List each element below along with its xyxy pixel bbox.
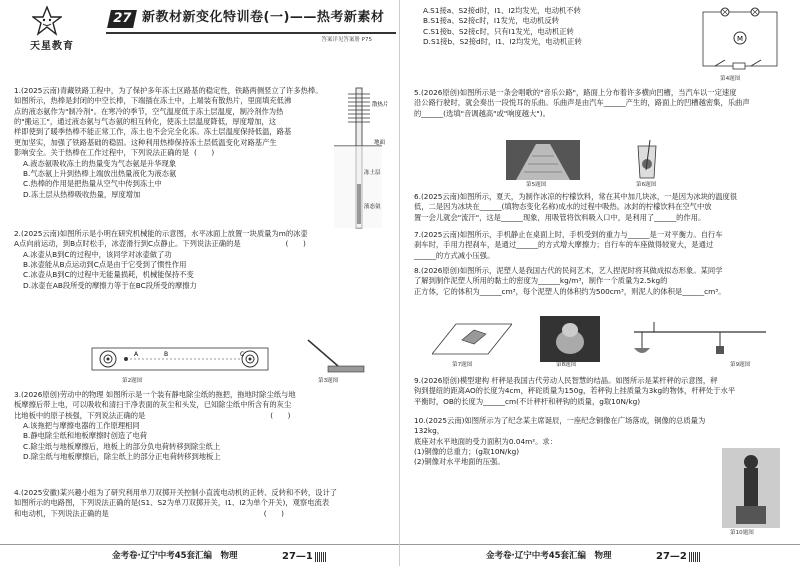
q2-line: 2.(2025云南)如图所示是小明在研究机械能的示意图，水平冰面上放置一块质量为m的冰壶 — [14, 229, 308, 238]
q1-option-b: B.气态氨上升到热棒上端放出热量液化为液态氨 — [23, 168, 177, 178]
phone-desk-figure — [432, 318, 512, 362]
q3-option-c: C.除尘纸与地板摩擦后，地板上的部分负电荷转移到除尘纸上 — [23, 441, 221, 451]
left-footer — [0, 544, 400, 566]
q9-line: 钩到提纽的距离AO的长度为4cm，秤砣质量为150g，若秤钩上挂质量为3kg的物体，杆秤处于水平 — [414, 386, 736, 396]
clay-figure-photo — [540, 316, 600, 362]
fig-point: A — [134, 351, 139, 358]
q3-option-a: A.该拖把与摩擦电器的工作原理相同 — [23, 421, 140, 431]
q7-line: 刹车时，手用力捏刹车，是通过______的方式增大摩擦力；自行车的车座做得较宽大，是通过 — [414, 240, 714, 250]
figure-caption: 第5题图 — [526, 182, 547, 188]
music-road-photo — [506, 140, 580, 180]
q3-line: 板摩擦后带上电，可以吸收和清扫干净表面的灰尘和头发，已知除尘纸中所含有的灰尘 — [14, 400, 292, 410]
page-number: 27—2 — [656, 550, 701, 564]
q1-line: 的"搬运工"，通过液态氨与气态氨的相互转化，使冻土层温度降低，厚度增加，这 — [14, 117, 277, 127]
fig-label: 液态氨 — [364, 204, 381, 210]
q7-line: ______的方式减小压强。 — [414, 250, 495, 260]
q4-option-a: A.S1接a、S2接d时，I1、I2均发光，电动机不转 — [423, 6, 581, 15]
q2-option-d: D.冰壶在AB段所受的摩擦力等于在BC段所受的摩擦力 — [23, 280, 197, 290]
question-4 — [14, 488, 390, 519]
q4-line: 如图所示的电路图，下列说法正确的是(S1、S2为单刀双掷开关，I1、I2为单个开关)，观察电流表 — [14, 498, 330, 508]
q3-line: 3.(2026原创)劳动中的物理 如图所示是一个装有静电除尘纸的拖把，拖地时除尘纸与地 — [14, 390, 296, 399]
q2-line: A点向前运动，到B点时松手，冰壶滑行到C点静止。下列说法正确的是 ( ) — [14, 239, 306, 249]
q9-line: 9.(2026原创)模型建构 杆秤是我国古代劳动人民智慧的结晶。如图所示是某杆秤的示意图，秤 — [414, 376, 718, 385]
question-10 — [414, 416, 714, 468]
page-number: 27—1 — [282, 550, 327, 564]
q10-line: 10.(2025云南)如图所示为了纪念某主席诞辰，一座纪念铜像在广场落成，铜像的总质量为132kg， — [414, 416, 706, 436]
question-8 — [414, 266, 788, 297]
star-logo-icon — [32, 6, 62, 36]
figure-caption: 第6题图 — [636, 182, 657, 188]
question-7 — [414, 230, 788, 261]
right-footer — [400, 544, 800, 566]
question-1 — [14, 86, 330, 200]
mop-figure — [300, 338, 372, 378]
q1-option-c: C.热棒的作用是把热量从空气中传到冻土中 — [23, 179, 162, 189]
question-6 — [414, 192, 788, 223]
q4-option-c: C.S1接b、S2接c时，只有I1发光，电动机正转 — [423, 26, 574, 36]
qr-icon — [315, 552, 327, 562]
q6-line: 6.(2025云南)如图所示，夏天，为制作冰凉的柠檬饮料，常在其中加几块冰，一是因为冰块的温度很 — [414, 192, 738, 201]
curling-ice-figure — [90, 342, 270, 376]
q1-line: 样即使到了暖季热棒不能正常工作，冻土也不会完全化冻。冻土层温度保持低温，路基 — [14, 127, 292, 137]
q1-line: 影响安全。关于热棒在工作过程中，下列说法正确的是 ( ) — [14, 148, 215, 158]
figure-caption: 第8题图 — [556, 362, 577, 368]
q2-option-b: B.冰壶能从B点运动到C点是由于它受到了惯性作用 — [23, 260, 187, 270]
q2-option-a: A.冰壶从B到C的过程中，该同学对冰壶做了功 — [23, 249, 172, 259]
test-number: 27 — [107, 10, 137, 28]
q7-line: 7.(2025云南)如图所示，手机静止在桌面上时，手机受到的重力与______是一对平衡力。自行车 — [414, 230, 723, 239]
q8-line: 正方体，它的体积为______cm³，每个泥塑人的体积约为500cm³，则泥人的体积是______cm³。 — [414, 286, 726, 296]
steelyard-figure — [630, 318, 770, 362]
figure-caption: 第7题图 — [452, 362, 473, 368]
figure-caption: 第10题图 — [730, 530, 754, 536]
q10-line: 底座对水平地面的受力面积为0.04m²。求： — [414, 436, 558, 446]
q3-option-d: D.除尘纸与地板摩擦后，除尘纸上的部分正电荷转移到地板上 — [23, 452, 221, 462]
q5-line: 5.(2026原创)如图所示是一条会唱歌的"音乐公路"，路面上分布着许多横向凹槽，当汽车以一定速度 — [414, 88, 737, 97]
q6-line: 置一会儿就会"流汗"，这是______现象，用吸管将饮料吸入口中，是利用了______的作用。 — [414, 212, 706, 222]
q10-line: (1)铜像的总重力；(g取10N/kg) — [414, 447, 520, 457]
q3-line: 比地板中的原子核强，下列说法正确的是 ( ) — [14, 410, 291, 420]
q5-line: 的______(选填"音调越高"或"响度越大")。 — [414, 108, 550, 118]
svg-text:M: M — [737, 35, 744, 43]
q1-option-d: D.冻土层从热棒吸收热量，厚度增加 — [23, 189, 141, 199]
lemon-drink-photo — [632, 140, 662, 180]
q4-option-d: D.S1接b、S2接d时，I1、I2均发光，电动机正转 — [423, 37, 582, 47]
q5-line: 沿公路行驶时，就会奏出一段悦耳的乐曲。乐曲声是由汽车______产生的，路面上的凹槽越密集，乐曲声 — [414, 98, 750, 108]
q9-line: 平衡时，OB的长度为______cm(不计秤杆和秤钩的质量，g取10N/kg) — [414, 396, 641, 406]
q1-line: 如图所示，热棒是封闭的中空长棒，下端插在冻土中，上端装有散热片，里面填充低沸 — [14, 96, 292, 106]
brand-name: 天星教育 — [30, 41, 74, 52]
footer-title: 金考卷·辽宁中考45套汇编 物理 — [112, 551, 238, 561]
q4-option-b: B.S1接a、S2接c时，I1发光，电动机反转 — [423, 16, 560, 26]
figure-caption: 第9题图 — [730, 362, 751, 368]
q1-line: 点的液态氨作为"制冷剂"。在寒冷的季节，空气温度低于冻土层温度，制冷剂作为热 — [14, 106, 284, 116]
answer-reference: 答案详见答案册 P75 — [321, 37, 372, 43]
figure-caption: 第2题图 — [122, 378, 143, 384]
fig-label: 散热片 — [372, 102, 389, 108]
figure-caption: 第4题图 — [720, 76, 741, 82]
q2-option-c: C.冰壶从B到C的过程中无能量损耗，机械能保持不变 — [23, 270, 194, 280]
fig-point: C — [240, 351, 245, 358]
q4-line: 和电动机，下列说法正确的是 ( ) — [14, 508, 284, 518]
circuit-figure — [695, 6, 785, 76]
q4-line: 4.(2025安徽)某兴趣小组为了研究利用单刀双掷开关控制小直流电动机的正转、反转和不转，设计了 — [14, 488, 338, 497]
test-title: 新教材新变化特训卷(一)——热考新素材 — [142, 10, 385, 25]
q10-line: (2)铜像对水平地面的压强。 — [414, 457, 505, 467]
question-2 — [14, 229, 390, 291]
page-header — [14, 4, 390, 60]
fig-label: 地面 — [374, 140, 386, 146]
footer-title: 金考卷·辽宁中考45套汇编 物理 — [486, 551, 612, 561]
qr-icon — [689, 552, 701, 562]
fig-point: B — [164, 351, 169, 358]
title-rule — [106, 32, 396, 34]
q1-line: 1.(2025云南)青藏铁路工程中，为了保护多年冻土区路基的稳定性，铁路两侧竖立了许多热棒。 — [14, 86, 323, 95]
right-page — [400, 0, 800, 566]
q6-line: 低，二是因为冰块在______(填物态变化名称)成水的过程中吸热。冰封的柠檬饮料在空气中放 — [414, 202, 712, 212]
question-9 — [414, 376, 788, 407]
heat-pipe-figure — [334, 84, 392, 236]
q8-line: 8.(2026原创)如图所示，泥塑人是我国古代的民间艺术，艺人捏泥时将其做成拟态形象。某同学 — [414, 266, 723, 275]
question-3 — [14, 390, 390, 463]
question-4-options — [414, 6, 684, 47]
fig-label: 冻土层 — [364, 170, 381, 176]
question-5 — [414, 88, 788, 119]
figure-caption: 第3题图 — [318, 378, 339, 384]
q1-line: 更加坚实，加强了铁路基础的稳固。这种利用热棒保持冻土层低温变化对路基产生 — [14, 137, 277, 147]
q1-option-a: A.液态氨吸收冻土的热量变为气态氨是升华现象 — [23, 158, 177, 168]
q8-line: 了解到制作泥塑人所用的黏土的密度为______kg/m³，制作一个质量为2.5kg的 — [414, 276, 668, 286]
q3-option-b: B.静电除尘纸和地板摩擦时创造了电荷 — [23, 431, 148, 441]
statue-photo — [722, 448, 780, 528]
